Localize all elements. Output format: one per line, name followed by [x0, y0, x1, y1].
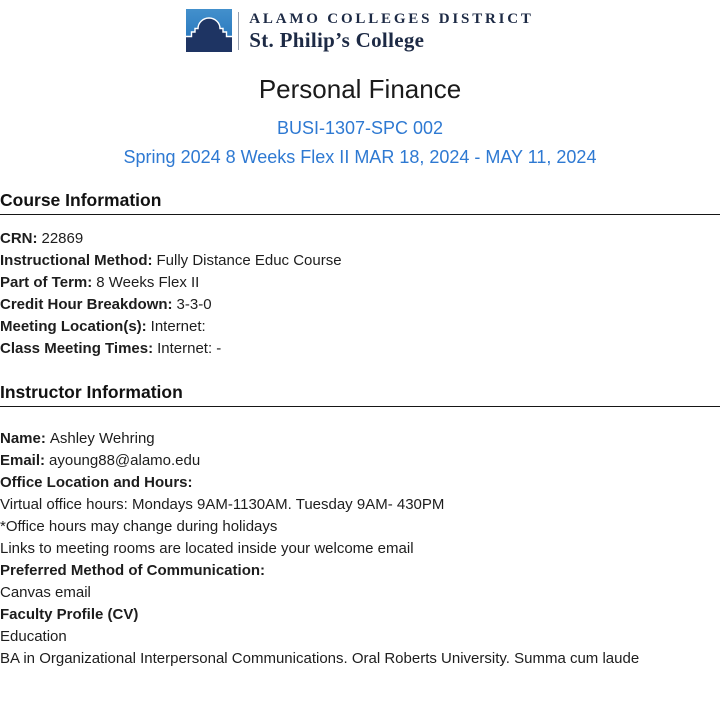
field-instructor-email-label: Email:: [0, 452, 46, 469]
field-class-meeting-times: [0, 338, 720, 360]
field-crn-label: CRN:: [0, 230, 38, 247]
instructor-information-heading: Instructor Information: [0, 382, 183, 402]
office-hours-line: Virtual office hours: Mondays 9AM-1130AM. Tuesday 9AM- 430PM: [0, 496, 445, 513]
field-class-meeting-times-label: Class Meeting Times:: [0, 340, 154, 357]
logo-text: [249, 10, 533, 52]
field-part-of-term-label: Part of Term:: [0, 274, 93, 291]
holiday-note: *Office hours may change during holidays: [0, 518, 278, 535]
preferred-communication-label: Preferred Method of Communication:: [0, 562, 266, 579]
preferred-communication: [0, 560, 720, 582]
logo-college-name: St. Philip’s College: [249, 27, 425, 52]
field-instructional-method-value: Fully Distance Educ Course: [156, 252, 342, 269]
course-information-fields: [0, 215, 720, 360]
field-credit-hour-breakdown-label: Credit Hour Breakdown:: [0, 296, 173, 313]
field-instructor-email: [0, 450, 720, 472]
field-meeting-location-label: Meeting Location(s):: [0, 318, 147, 335]
field-instructional-method-label: Instructional Method:: [0, 252, 153, 269]
education-detail: BA in Organizational Interpersonal Communications. Oral Roberts University. Summa cum laude: [0, 650, 640, 667]
field-meeting-location: [0, 316, 720, 338]
field-part-of-term: [0, 272, 720, 294]
meeting-rooms-note: Links to meeting rooms are located inside your welcome email: [0, 540, 414, 557]
field-instructor-name-label: Name:: [0, 430, 46, 447]
logo-district-name: ALAMO COLLEGES DISTRICT: [249, 10, 534, 27]
field-instructional-method: [0, 250, 720, 272]
faculty-profile-label: Faculty Profile (CV): [0, 606, 139, 623]
field-part-of-term-value: 8 Weeks Flex II: [96, 274, 200, 291]
college-logo: [0, 0, 720, 52]
field-class-meeting-times-value: Internet: -: [157, 340, 222, 357]
field-credit-hour-breakdown-value: 3-3-0: [176, 296, 212, 313]
field-office-location-hours-label: Office Location and Hours:: [0, 474, 193, 491]
course-information-heading: Course Information: [0, 190, 162, 210]
field-instructor-name-value: Ashley Wehring: [49, 430, 155, 447]
field-instructor-name: [0, 428, 720, 450]
field-office-location-hours: [0, 472, 720, 494]
course-information-section: [0, 190, 720, 360]
instructor-information-section: [0, 382, 720, 670]
faculty-profile: [0, 604, 720, 626]
preferred-communication-value: Canvas email: [0, 584, 91, 601]
field-credit-hour-breakdown: [0, 294, 720, 316]
logo-divider: [238, 12, 239, 50]
education-heading: Education: [0, 628, 67, 645]
course-title: Personal Finance: [258, 74, 462, 104]
field-crn: [0, 228, 720, 250]
instructor-information-fields: [0, 407, 720, 670]
field-instructor-email-value: ayoung88@alamo.edu: [49, 452, 201, 469]
field-meeting-location-value: Internet:: [150, 318, 206, 335]
course-code: BUSI-1307-SPC 002: [276, 118, 444, 138]
course-term: Spring 2024 8 Weeks Flex II MAR 18, 2024 - MAY 11, 2024: [123, 147, 597, 167]
field-crn-value: 22869: [41, 230, 84, 247]
alamo-mission-icon: [186, 9, 232, 52]
